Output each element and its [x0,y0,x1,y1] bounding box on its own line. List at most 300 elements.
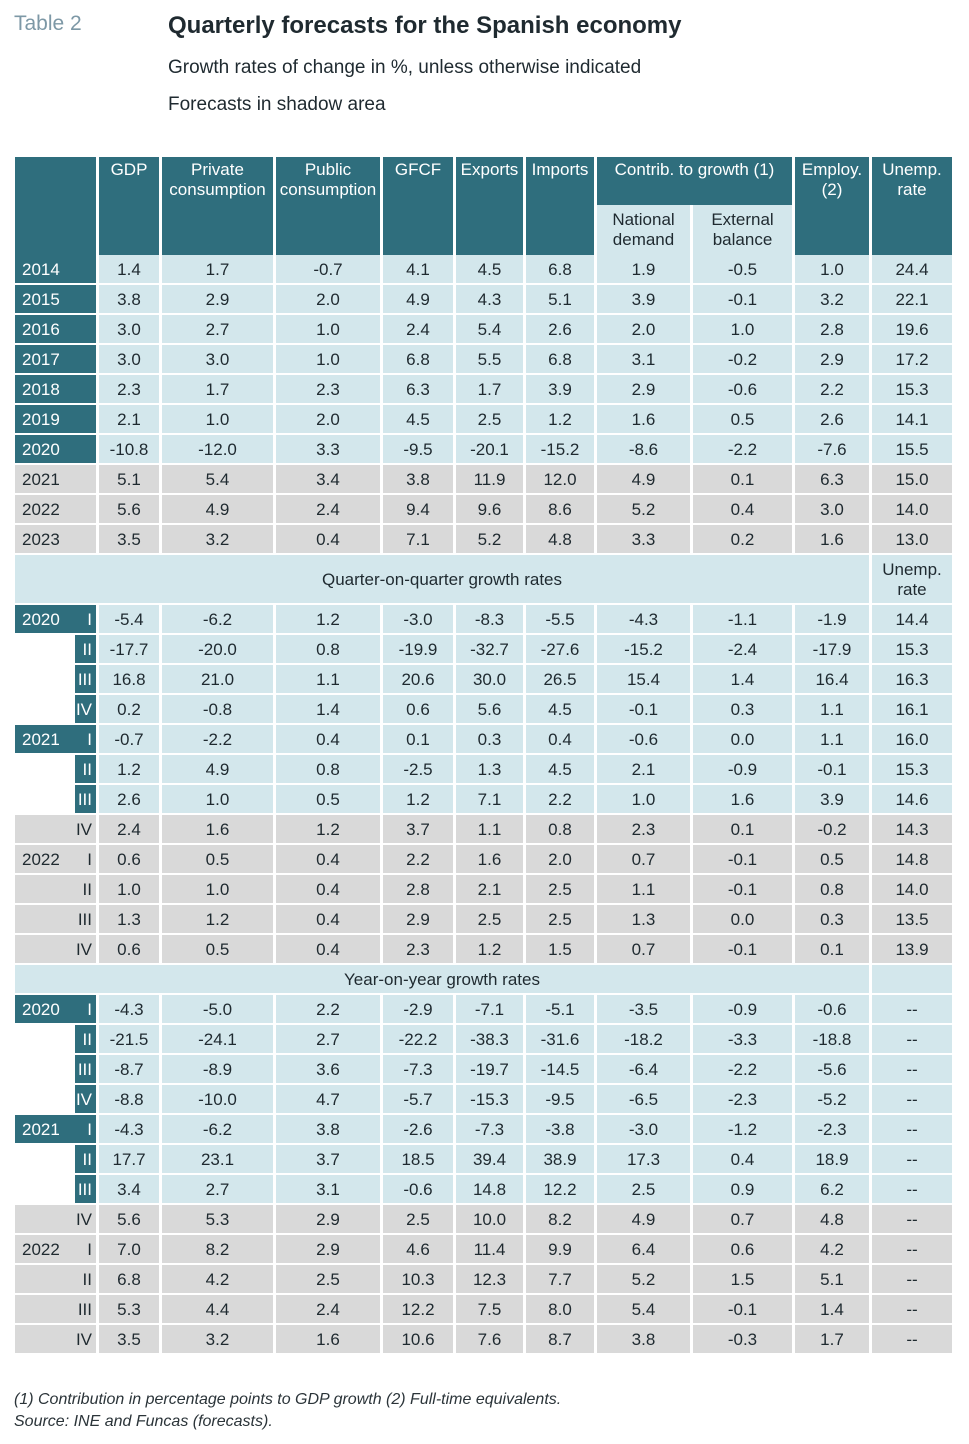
table-cell: 3.1 [597,345,690,375]
table-cell: 0.5 [693,405,792,435]
table-cell: 15.3 [872,375,952,405]
footnote: (1) Contribution in percentage points to GDP growth (2) Full-time equivalents. [14,1391,562,1408]
table-cell: 30.0 [456,665,523,695]
table-cell: 6.8 [526,345,594,375]
table-row [15,315,952,345]
table-cell: 1.0 [162,785,273,815]
row-label [15,785,96,815]
row-quarter: II [82,760,92,779]
table-cell: 1.0 [162,875,273,905]
row-quarter: III [77,670,92,689]
table-row [15,1085,952,1115]
row-label: 2017 [15,345,96,375]
table-cell: 5.1 [99,465,159,495]
table-cell: -0.6 [383,1175,453,1205]
header-external-balance: External balance [693,205,792,255]
table-cell: -8.3 [456,605,523,635]
table-row [15,755,952,785]
row-quarter: I [87,1000,92,1019]
table-cell: -3.3 [693,1025,792,1055]
table-cell: 0.5 [795,845,869,875]
table-cell: -0.7 [99,725,159,755]
table-cell: 0.8 [526,815,594,845]
table-cell: 11.9 [456,465,523,495]
table-cell: -18.2 [597,1025,690,1055]
table-cell: -0.9 [693,995,792,1025]
table-cell: 2.5 [276,1265,380,1295]
table-row [15,405,952,435]
table-cell: 9.6 [456,495,523,525]
row-label: 2015 [15,285,96,315]
table-cell: 1.5 [526,935,594,965]
table-cell: -15.2 [597,635,690,665]
table-cell: 3.2 [162,1325,273,1355]
table-cell: -38.3 [456,1025,523,1055]
table-cell: 1.2 [276,815,380,845]
row-quarter: IV [75,1330,92,1349]
table-cell: 8.7 [526,1325,594,1355]
row-quarter: IV [75,940,92,959]
table-cell: -- [872,995,952,1025]
table-cell: 5.1 [795,1265,869,1295]
table-cell: 13.0 [872,525,952,555]
table-cell: 5.2 [597,1265,690,1295]
table-cell: 0.3 [693,695,792,725]
table-cell: 0.4 [276,905,380,935]
table-row [15,845,952,875]
table-cell: 2.1 [456,875,523,905]
table-cell: 1.0 [693,315,792,345]
table-cell: 0.6 [99,935,159,965]
table-cell: 1.3 [456,755,523,785]
table-row [15,935,952,965]
table-row [15,875,952,905]
table-cell: 0.4 [276,875,380,905]
table-cell: 1.2 [162,905,273,935]
table-cell: -1.1 [693,605,792,635]
table-row [15,905,952,935]
row-label [15,665,96,695]
table-cell: -6.2 [162,1115,273,1145]
table-cell: 2.8 [383,875,453,905]
table-cell: 10.6 [383,1325,453,1355]
table-cell: 21.0 [162,665,273,695]
table-cell: 5.6 [99,495,159,525]
table-cell: -2.3 [795,1115,869,1145]
table-cell: 17.2 [872,345,952,375]
table-cell: -- [872,1055,952,1085]
row-quarter: I [87,1240,92,1259]
table-cell: 15.0 [872,465,952,495]
table-cell: -6.5 [597,1085,690,1115]
table-cell: 18.9 [795,1145,869,1175]
table-cell: 39.4 [456,1145,523,1175]
table-cell: 12.3 [456,1265,523,1295]
table-row [15,285,952,315]
table-cell: 5.2 [597,495,690,525]
row-label [15,1115,96,1145]
row-quarter: II [82,1030,92,1049]
table-row [15,525,952,555]
table-cell: 2.9 [795,345,869,375]
table-cell: 2.1 [99,405,159,435]
table-cell: 14.0 [872,495,952,525]
table-cell: -- [872,1025,952,1055]
table-cell: 17.7 [99,1145,159,1175]
table-cell: -- [872,1295,952,1325]
table-cell: 1.1 [276,665,380,695]
table-cell: 0.4 [693,1145,792,1175]
table-cell: -1.9 [795,605,869,635]
table-cell: 26.5 [526,665,594,695]
qoq-unemp-label: Unemp. rate [872,555,952,605]
table-cell: 0.8 [795,875,869,905]
table-cell: 2.6 [526,315,594,345]
table-cell: -15.3 [456,1085,523,1115]
row-year: 2021 [22,1120,60,1139]
row-quarter: IV [75,820,92,839]
table-cell: 0.0 [693,905,792,935]
row-label: 2018 [15,375,96,405]
table-cell: 2.2 [526,785,594,815]
table-cell: 2.7 [162,315,273,345]
table-cell: 0.9 [693,1175,792,1205]
forecast-table-container [15,157,955,1355]
header-national-demand: National demand [597,205,690,255]
annual-section [15,255,952,555]
table-cell: -21.5 [99,1025,159,1055]
table-cell: -15.2 [526,435,594,465]
row-quarter: I [87,850,92,869]
row-label [15,845,96,875]
table-cell: -17.7 [99,635,159,665]
table-cell: -19.7 [456,1055,523,1085]
table-cell: 1.0 [795,255,869,285]
table-cell: -10.0 [162,1085,273,1115]
table-cell: 0.8 [276,635,380,665]
table-cell: 5.2 [456,525,523,555]
table-row [15,1055,952,1085]
table-cell: 2.4 [276,1295,380,1325]
table-cell: 3.8 [383,465,453,495]
forecast-table [12,157,955,1355]
table-cell: -18.8 [795,1025,869,1055]
table-row [15,785,952,815]
table-cell: 0.6 [383,695,453,725]
table-cell: 6.3 [795,465,869,495]
table-row [15,1325,952,1355]
table-cell: 2.3 [276,375,380,405]
table-cell: 2.0 [526,845,594,875]
row-label [15,875,96,905]
table-cell: -0.6 [795,995,869,1025]
table-cell: 16.1 [872,695,952,725]
table-cell: -27.6 [526,635,594,665]
table-cell: -4.3 [99,995,159,1025]
table-cell: 1.0 [162,405,273,435]
table-cell: 4.8 [526,525,594,555]
table-cell: 0.5 [162,935,273,965]
table-cell: 3.0 [795,495,869,525]
table-cell: -- [872,1085,952,1115]
table-cell: 0.3 [456,725,523,755]
row-quarter: III [77,1060,92,1079]
header-period [15,157,96,255]
row-quarter: III [77,1300,92,1319]
header-exports: Exports [456,157,523,255]
table-row [15,635,952,665]
table-cell: 0.4 [693,495,792,525]
table-cell: -12.0 [162,435,273,465]
row-quarter: III [77,910,92,929]
table-cell: 0.1 [693,815,792,845]
row-quarter: I [87,610,92,629]
table-cell: 4.2 [162,1265,273,1295]
table-cell: 1.7 [162,375,273,405]
row-label: 2019 [15,405,96,435]
table-cell: 4.4 [162,1295,273,1325]
row-year: 2022 [22,1240,60,1259]
row-year: 2020 [22,1000,60,1019]
table-cell: 5.3 [99,1295,159,1325]
table-cell: -5.2 [795,1085,869,1115]
table-cell: 0.1 [693,465,792,495]
table-cell: 1.0 [276,315,380,345]
table-cell: -- [872,1175,952,1205]
table-cell: 14.4 [872,605,952,635]
table-cell: 1.3 [597,905,690,935]
table-cell: 2.2 [383,845,453,875]
row-label [15,905,96,935]
table-cell: -0.6 [693,375,792,405]
table-cell: 16.0 [872,725,952,755]
row-label [15,995,96,1025]
table-cell: 3.0 [162,345,273,375]
table-cell: 16.3 [872,665,952,695]
table-cell: 5.4 [456,315,523,345]
table-cell: -6.2 [162,605,273,635]
row-label: 2014 [15,255,96,285]
table-cell: -8.8 [99,1085,159,1115]
table-cell: 15.5 [872,435,952,465]
table-cell: 2.3 [597,815,690,845]
table-cell: 14.0 [872,875,952,905]
table-cell: 1.3 [99,905,159,935]
table-cell: 5.4 [597,1295,690,1325]
table-cell: 8.2 [526,1205,594,1235]
table-cell: 1.6 [276,1325,380,1355]
table-cell: 2.4 [383,315,453,345]
table-cell: 1.2 [456,935,523,965]
table-cell: 4.3 [456,285,523,315]
table-cell: 14.6 [872,785,952,815]
table-row [15,1115,952,1145]
table-cell: 0.6 [99,845,159,875]
table-cell: 4.9 [597,1205,690,1235]
qoq-section-header [15,555,952,605]
table-cell: -2.5 [383,755,453,785]
table-cell: 0.8 [276,755,380,785]
table-cell: 2.5 [526,875,594,905]
table-cell: -5.4 [99,605,159,635]
table-cell: -- [872,1325,952,1355]
table-cell: 4.9 [162,755,273,785]
table-cell: 4.6 [383,1235,453,1265]
table-cell: 2.2 [276,995,380,1025]
table-cell: 2.5 [456,905,523,935]
yoy-section-header [15,965,952,995]
table-cell: -0.1 [693,845,792,875]
table-cell: 7.0 [99,1235,159,1265]
table-cell: 5.1 [526,285,594,315]
table-cell: 17.3 [597,1145,690,1175]
table-cell: 0.7 [597,845,690,875]
table-cell: 2.5 [383,1205,453,1235]
table-cell: 18.5 [383,1145,453,1175]
table-cell: 3.4 [99,1175,159,1205]
table-cell: -0.7 [276,255,380,285]
table-cell: 1.4 [693,665,792,695]
header-contrib-to-growth: Contrib. to growth (1) [597,157,792,205]
table-cell: 4.5 [383,405,453,435]
table-cell: 13.5 [872,905,952,935]
table-cell: -2.9 [383,995,453,1025]
table-cell: 1.4 [795,1295,869,1325]
subtitle: Growth rates of change in %, unless otherwise indicated [168,57,642,78]
table-cell: -0.1 [693,285,792,315]
table-cell: -7.1 [456,995,523,1025]
header-gdp: GDP [99,157,159,255]
table-cell: 3.9 [526,375,594,405]
table-cell: 2.7 [276,1025,380,1055]
table-row [15,1175,952,1205]
table-row [15,435,952,465]
table-cell: 4.5 [456,255,523,285]
row-quarter: IV [75,1210,92,1229]
table-cell: 3.7 [383,815,453,845]
table-cell: -17.9 [795,635,869,665]
table-cell: 2.9 [597,375,690,405]
table-row [15,1025,952,1055]
table-cell: 3.2 [795,285,869,315]
row-label [15,935,96,965]
table-row [15,1145,952,1175]
table-cell: 2.6 [795,405,869,435]
table-cell: 1.6 [795,525,869,555]
row-label [15,695,96,725]
table-cell: 3.7 [276,1145,380,1175]
table-cell: 14.8 [872,845,952,875]
table-cell: 7.5 [456,1295,523,1325]
source-note: Source: INE and Funcas (forecasts). [14,1413,273,1430]
table-cell: -0.8 [162,695,273,725]
table-cell: 1.6 [162,815,273,845]
header-gfcf: GFCF [383,157,453,255]
table-cell: 5.5 [456,345,523,375]
table-cell: -2.2 [693,1055,792,1085]
table-cell: 5.3 [162,1205,273,1235]
table-cell: -1.2 [693,1115,792,1145]
table-cell: 0.4 [276,845,380,875]
table-cell: 11.4 [456,1235,523,1265]
row-label [15,1055,96,1085]
table-row [15,995,952,1025]
table-cell: -19.9 [383,635,453,665]
row-label [15,1265,96,1295]
table-cell: 7.1 [383,525,453,555]
table-row [15,695,952,725]
table-cell: 4.7 [276,1085,380,1115]
table-cell: -- [872,1115,952,1145]
table-cell: 2.9 [276,1205,380,1235]
table-cell: 1.5 [693,1265,792,1295]
table-cell: 15.4 [597,665,690,695]
table-cell: 2.0 [276,285,380,315]
table-cell: -7.6 [795,435,869,465]
table-cell: 23.1 [162,1145,273,1175]
table-cell: 12.2 [383,1295,453,1325]
table-cell: -0.3 [693,1325,792,1355]
table-cell: 3.3 [276,435,380,465]
table-cell: 12.2 [526,1175,594,1205]
table-cell: 2.5 [597,1175,690,1205]
table-cell: 1.7 [795,1325,869,1355]
table-cell: 2.0 [276,405,380,435]
table-cell: -3.0 [597,1115,690,1145]
table-cell: -5.1 [526,995,594,1025]
table-cell: 2.1 [597,755,690,785]
table-cell: 8.6 [526,495,594,525]
row-label [15,755,96,785]
row-label: 2021 [15,465,96,495]
table-cell: 4.9 [162,495,273,525]
table-cell: 7.7 [526,1265,594,1295]
table-cell: 9.9 [526,1235,594,1265]
table-cell: -0.1 [795,755,869,785]
table-cell: 0.5 [276,785,380,815]
table-cell: -22.2 [383,1025,453,1055]
table-cell: 2.3 [383,935,453,965]
row-label [15,1175,96,1205]
row-quarter: III [77,790,92,809]
row-label [15,725,96,755]
table-cell: 1.4 [99,255,159,285]
table-cell: -0.1 [693,1295,792,1325]
table-cell: -4.3 [597,605,690,635]
table-cell: -2.6 [383,1115,453,1145]
table-cell: 2.7 [162,1175,273,1205]
table-cell: 7.6 [456,1325,523,1355]
header-private-consumption: Private consumption [162,157,273,255]
table-cell: 3.9 [597,285,690,315]
table-cell: -0.1 [597,695,690,725]
row-year: 2021 [22,730,60,749]
row-year: 2022 [22,850,60,869]
row-quarter: II [82,640,92,659]
table-cell: 5.6 [99,1205,159,1235]
page-title: Quarterly forecasts for the Spanish economy [168,12,682,39]
row-quarter: II [82,880,92,899]
table-cell: -5.6 [795,1055,869,1085]
table-cell: 7.1 [456,785,523,815]
table-cell: 1.0 [276,345,380,375]
table-cell: 0.5 [162,845,273,875]
table-cell: 3.0 [99,345,159,375]
table-cell: 2.3 [99,375,159,405]
table-cell: 15.3 [872,755,952,785]
table-cell: 0.4 [276,725,380,755]
table-row [15,345,952,375]
